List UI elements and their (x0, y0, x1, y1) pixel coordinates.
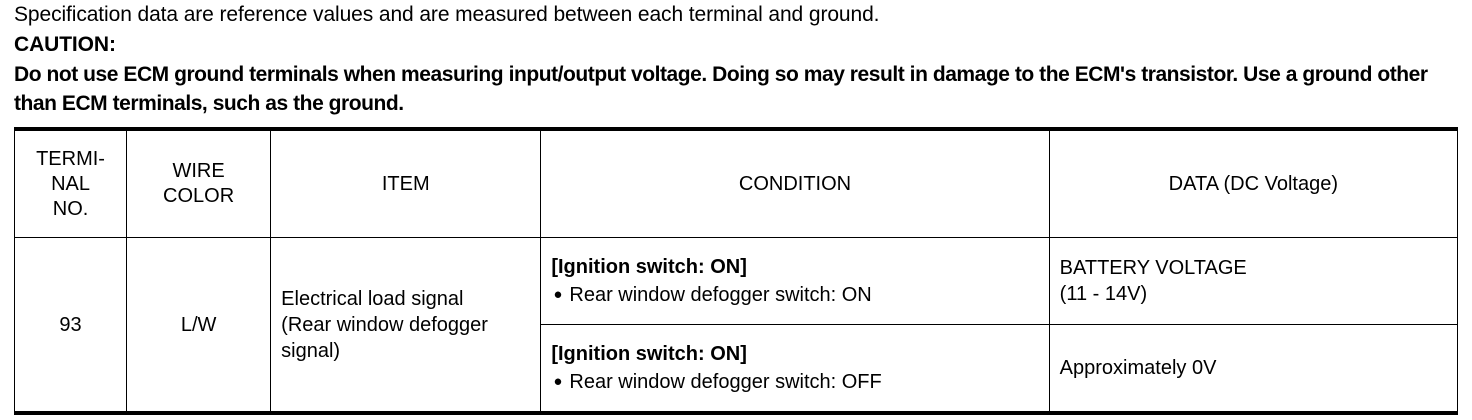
cell-wire-color: L/W (127, 238, 271, 414)
specification-table (14, 127, 1458, 415)
header-item: ITEM (271, 129, 541, 238)
cell-data (1049, 325, 1457, 414)
data-line1: Approximately 0V (1059, 357, 1217, 379)
cell-item-line2: (Rear window defogger (281, 313, 488, 336)
header-wire-color (127, 129, 271, 238)
bullet-icon: ● (553, 373, 563, 390)
cell-item-line1: Electrical load signal (281, 287, 464, 310)
header-wire-color-line1: WIRE (172, 160, 225, 182)
cell-condition (541, 238, 1049, 325)
condition-bullet-text: Rear window defogger switch: OFF (569, 371, 882, 393)
condition-title: [Ignition switch: ON] (551, 343, 747, 365)
cell-terminal-no: 93 (15, 238, 127, 414)
header-terminal-no-line1: TERMI- (36, 147, 105, 170)
table-header-row (15, 129, 1458, 238)
caution-text: Do not use ECM ground terminals when measuring input/output voltage. Doing so may result in damage to the ECM's transistor. Use a ground other than ECM terminals, such as the ground. (14, 63, 1428, 115)
header-terminal-no (15, 129, 127, 238)
header-terminal-no-line3: NO. (52, 197, 89, 220)
header-data: DATA (DC Voltage) (1049, 129, 1457, 238)
cell-item (271, 238, 541, 414)
header-condition: CONDITION (541, 129, 1049, 238)
condition-title: [Ignition switch: ON] (551, 256, 747, 278)
data-line2: (11 - 14V) (1059, 283, 1148, 305)
cell-data (1049, 238, 1457, 325)
condition-bullet-text: Rear window defogger switch: ON (569, 284, 872, 306)
condition-bullet (551, 368, 1038, 396)
table-row (15, 238, 1458, 325)
intro-paragraph: Specification data are reference values and are measured between each terminal and ground. (14, 3, 880, 26)
data-line1: BATTERY VOLTAGE (1059, 257, 1247, 279)
caution-label: CAUTION: (14, 33, 116, 56)
cell-item-line3: signal) (281, 339, 341, 362)
cell-condition (541, 325, 1049, 414)
bullet-icon: ● (553, 286, 563, 303)
condition-bullet (551, 281, 1038, 309)
header-wire-color-line2: COLOR (163, 185, 235, 207)
header-terminal-no-line2: NAL (51, 172, 90, 195)
